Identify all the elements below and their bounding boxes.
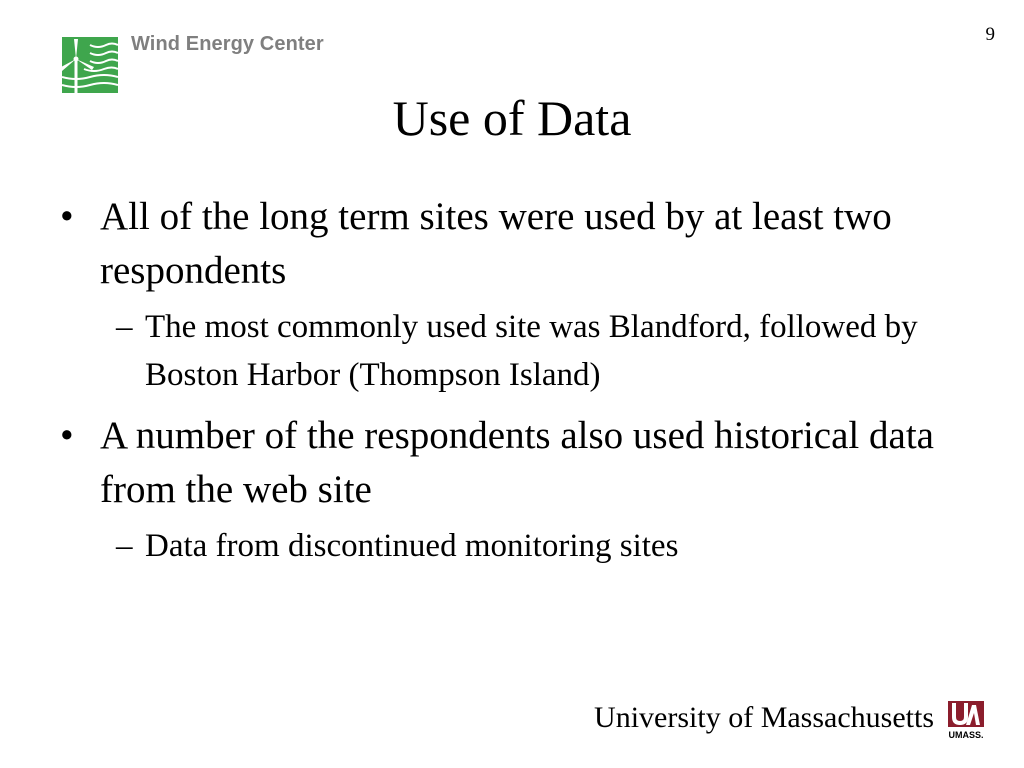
- bullet-marker: •: [60, 195, 74, 238]
- bullet-text: All of the long term sites were used by at least two respondents: [100, 195, 892, 292]
- dash-marker: –: [116, 309, 133, 345]
- dash-marker: –: [116, 528, 133, 564]
- sub-bullet-text: The most commonly used site was Blandford, followed by Boston Harbor (Thompson Island): [145, 309, 918, 393]
- wind-turbine-logo-icon: [62, 37, 118, 93]
- brand-name: Wind Energy Center: [131, 33, 324, 55]
- sub-bullet-item: [60, 303, 960, 399]
- university-name: University of Massachusetts: [594, 701, 934, 734]
- umass-logo-icon: [946, 699, 986, 741]
- bullet-marker: •: [60, 414, 74, 457]
- slide-title: Use of Data: [392, 90, 632, 146]
- page-number: 9: [985, 24, 995, 45]
- bullet-text: A number of the respondents also used historical data from the web site: [100, 414, 934, 511]
- bullet-item: [60, 409, 960, 517]
- sub-bullet-item: [60, 522, 960, 570]
- slide-body: [60, 190, 960, 570]
- bullet-item: [60, 190, 960, 298]
- umass-logo-label: UMASS.: [948, 730, 984, 740]
- sub-bullet-text: Data from discontinued monitoring sites: [145, 528, 679, 564]
